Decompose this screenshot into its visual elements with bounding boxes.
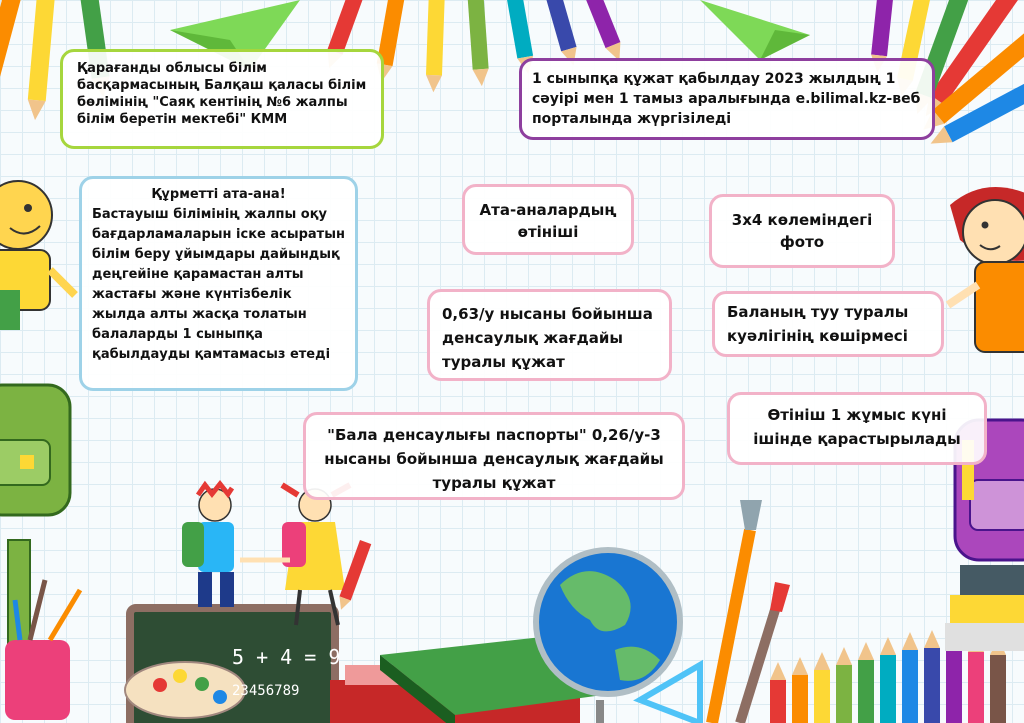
paper-plane-icon bbox=[700, 0, 810, 60]
application-box bbox=[462, 184, 634, 255]
kid-right-icon bbox=[948, 187, 1024, 352]
notice-box bbox=[79, 176, 358, 391]
chalkboard-digits: 23456789 bbox=[232, 683, 300, 699]
institution-box bbox=[60, 49, 384, 149]
health-form-box bbox=[427, 289, 672, 381]
announcement-box bbox=[519, 58, 935, 140]
notice-body: Бастауыш білімінің жалпы оқу бағдарламаларын іске асыратын білім беру ұйымдары дайындық деңгейіне қарамастан алты жастағы және күнтізбелік жылда алты жасқа толатын балаларды 1 сыныпқа қабылдауды қамтамасыз етеді bbox=[92, 207, 345, 362]
chalkboard-equation: 5 + 4 = 9 bbox=[232, 645, 341, 669]
photo-text: 3х4 көлеміндегі фото bbox=[731, 211, 873, 251]
kid-left-icon bbox=[0, 181, 75, 330]
review-time-text: Өтініш 1 жұмыс күні ішінде қарастырылады bbox=[753, 406, 961, 448]
health-form-text: 0,63/у нысаны бойынша денсаулық жағдайы туралы құжат bbox=[442, 305, 653, 371]
review-time-box bbox=[727, 392, 987, 465]
photo-box bbox=[709, 194, 895, 268]
notice-greeting: Құрметті ата-ана! bbox=[151, 187, 286, 202]
backpack-left-icon bbox=[0, 385, 70, 515]
institution-name: Қарағанды облысы білім басқармасының Балқаш қаласы білім бөлімінің "Саяқ кентінің №6 жалпы білім беретін мектебі" КММ bbox=[77, 61, 367, 127]
health-passport-text: "Бала денсаулығы паспорты" 0,26/у-3 нысаны бойынша денсаулық жағдайы туралы құжат bbox=[324, 426, 664, 492]
books-stack-right-icon bbox=[945, 565, 1024, 651]
brushes-cup-icon bbox=[5, 580, 80, 720]
palette-icon bbox=[125, 662, 245, 718]
application-text: Ата-аналардың өтініші bbox=[479, 201, 617, 241]
kids-walking-icon bbox=[182, 484, 350, 625]
birth-certificate-box bbox=[712, 291, 944, 357]
health-passport-box bbox=[303, 412, 685, 500]
announcement-text: 1 сыныпқа құжат қабылдау 2023 жылдың 1 сәуірі мен 1 тамыз аралығында e.bilimal.kz-веб порталында жүргізіледі bbox=[532, 71, 921, 127]
birth-certificate-text: Баланың туу туралы куәлігінің көшірмесі bbox=[727, 303, 909, 345]
